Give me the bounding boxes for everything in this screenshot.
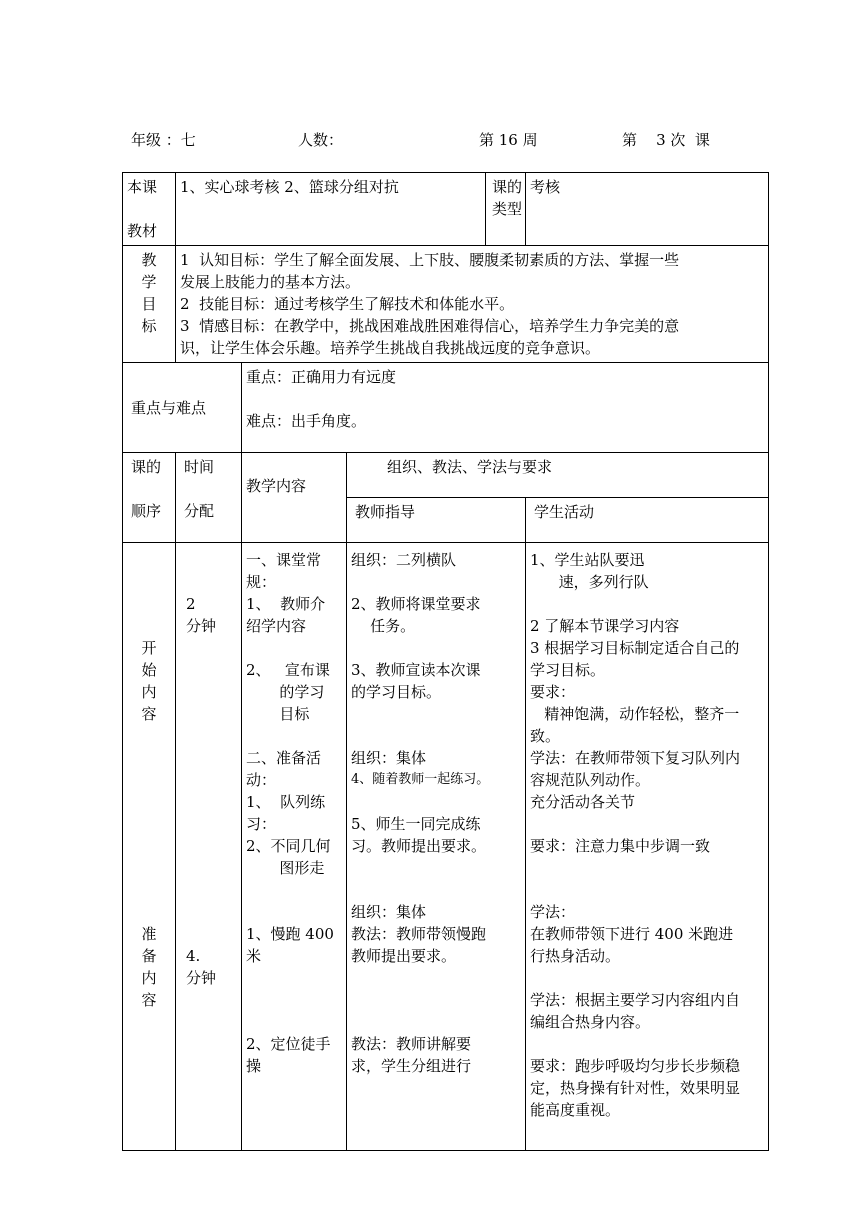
lesson-body-row: [123, 543, 769, 1151]
type-value: 考核: [526, 173, 769, 246]
time-header: 时间 分配: [176, 453, 242, 543]
student-header: 学生活动: [526, 498, 769, 543]
key-content: [242, 363, 769, 453]
material-row: [123, 173, 769, 246]
teacher-header: 教师指导: [347, 498, 526, 543]
goal-content: 1 认知目标：学生了解全面发展、上下肢、腰腹柔韧素质的方法、掌握一些 发展上肢能力的基本方法。 2 技能目标：通过考核学生了解技术和体能水平。 3 情感目标：在教学中，挑战困难战胜困难得信心，培养学生力争完美的意 识，让学生体会乐趣。培养学生挑战自我挑战远度的竞争意识。: [176, 246, 769, 363]
key-label: 重点与难点: [123, 363, 242, 453]
material-content: 1、实心球考核 2、篮球分组对抗: [176, 173, 486, 246]
time-column: 2 分钟 4. 分钟: [176, 543, 242, 1151]
week-label: 第 16 周: [479, 131, 538, 149]
key-point: 重点：正确用力有远度: [246, 368, 397, 386]
teaching-content-column: 一、课堂常 规： 1、 教师介 绍学内容 2、 宣布课 的学习 目标 二、准备活 动： 1、 队列练 习： 2、不同几何 图形走 1、慢跑 400 米 2、定位徒手 操: [242, 543, 347, 1151]
order-header: 课的 顺序: [123, 453, 176, 543]
lesson-plan-table: [122, 172, 769, 1151]
goal-label: 教 学 目 标: [123, 246, 176, 363]
type-label: 课的 类型: [486, 173, 526, 246]
difficulty: 难点：出手角度。: [246, 412, 367, 430]
student-count-label: 人数：: [298, 131, 344, 149]
org-header: 组织、教法、学法与要求: [347, 453, 769, 498]
student-activity-column: 1、学生站队要迅 速，多列行队 2 了解本节课学习内容 3 根据学习目标制定适合自己的 学习目标。 要求： 精神饱满，动作轻松，整齐一 致。 学法：在教师带领下复习队列内 容规范队列动作。 充分活动各关节 要求：注意力集中步调一致 学法： 在教师带领下进行 400 米跑进 行热身活动。 学法：根据主要学习内容组内自 编组合热身内容。 要求：跑步呼吸均匀步长步频稳 定，热身操有针对性，效果明显 能高度重视。: [526, 543, 769, 1151]
grade-label: 年级 ：七: [131, 131, 196, 149]
content-header: 教学内容: [242, 453, 347, 543]
goal-row: [123, 246, 769, 363]
teacher-guidance-column: 组织：二列横队 2、教师将课堂要求 任务。 3、教师宣读本次课 的学习目标。 组织：集体 4、随着教师一起练习。 5、师生一同完成练 习。教师提出要求。 组织：集体 教法：教师带领慢跑 教师提出要求。 教法：教师讲解要 求，学生分组进行: [347, 543, 526, 1151]
order-column: 开 始 内 容 准 备 内 容: [123, 543, 176, 1151]
column-header-row-1: [123, 453, 769, 498]
key-row: [123, 363, 769, 453]
lesson-number-label: 第 3 次 课: [622, 131, 710, 149]
material-label: 本课 教材: [123, 173, 176, 246]
